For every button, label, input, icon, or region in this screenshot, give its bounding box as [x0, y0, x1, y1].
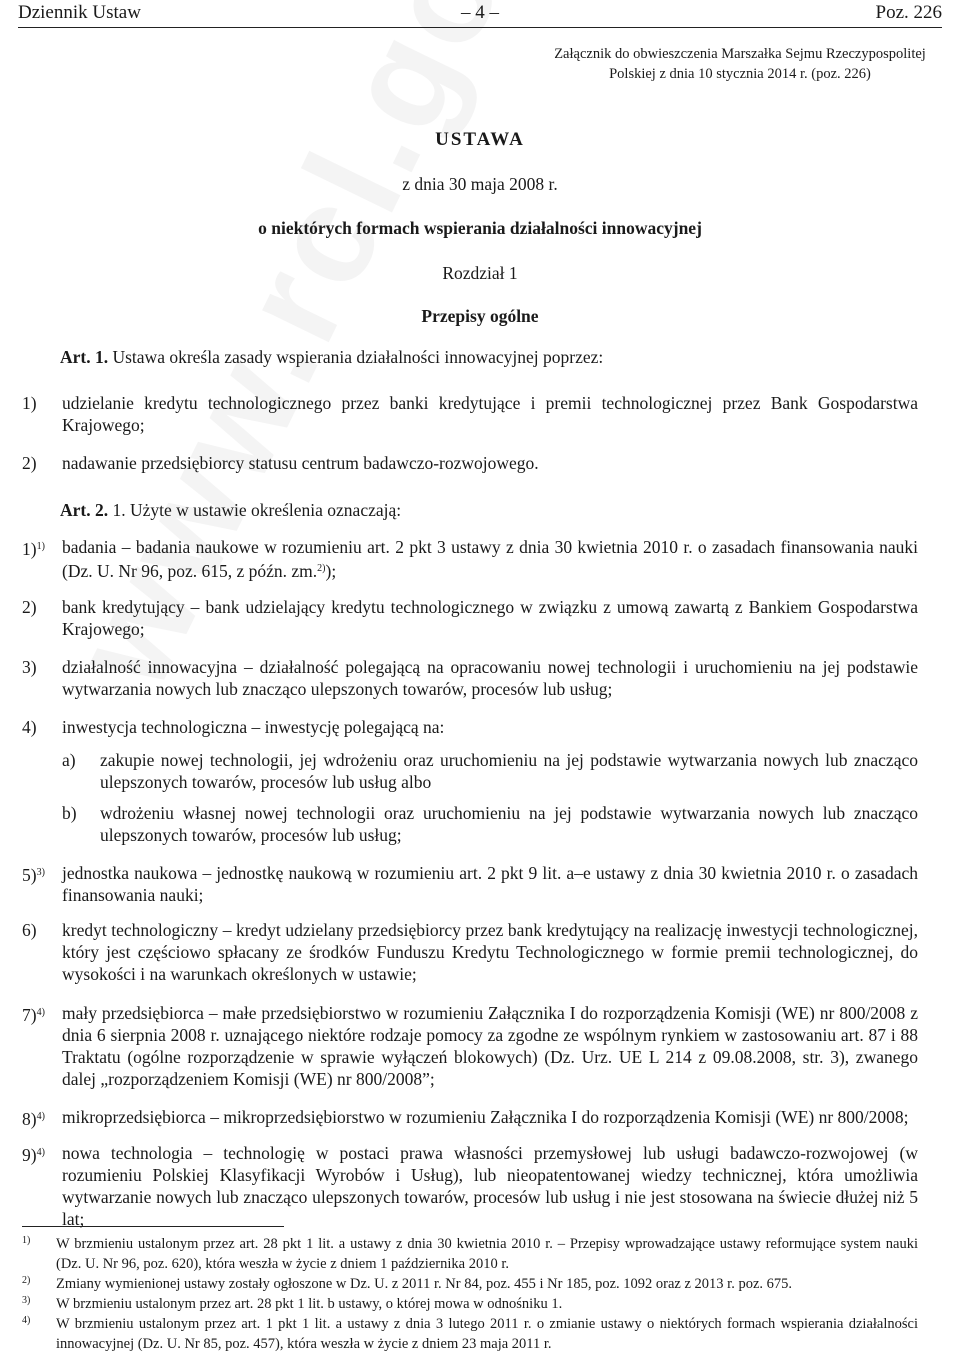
chapter-title: Przepisy ogólne [421, 306, 539, 326]
annex-note: Załącznik do obwieszczenia Marszałka Sejmu Rzeczypospolitej Polskiej z dnia 10 stycznia 2014 r. (poz. 226) [554, 46, 926, 82]
footnote-ref: 4) [36, 1111, 45, 1122]
item-text: bank kredytujący – bank udzielający kredytu technologicznego w związku z umową zawartą z Bankiem Gospodarstwa Krajowego; [62, 597, 918, 639]
item-number: 1) [22, 393, 37, 413]
footnote-ref: 2) [317, 563, 326, 574]
footnote-text: W brzmieniu ustalonym przez art. 1 pkt 1 lit. a ustawy z dnia 3 lutego 2011 r. o zmianie ustawy o niektórych formach wspierania działalności innowacyjnej (Dz. U. Nr 85, poz. 457), która weszła w życie z dniem 23 maja 2011 r. [56, 1316, 918, 1352]
item-number: 7)$^{4)}$ [22, 1005, 45, 1025]
item-text: udzielanie kredytu technologicznego przez banki kredytujące i premii technologicznej przez Bank Gospodarstwa Krajowego; [62, 393, 918, 435]
item-number: 3) [22, 657, 37, 677]
page-header [18, 0, 942, 26]
footnote-ref: 4) [36, 1007, 45, 1018]
footnote-number: 2) [22, 1275, 31, 1286]
article-1 [60, 346, 918, 368]
item-text: nowa technologia – technologię w postaci prawa własności przemysłowej lub usługi badawczo-rozwojowej (w rozumieniu Polskiej Klasyfikacji Wyrobów i Usług), lub nieopatentowanej wiedzy technicznej, która umożliwia wytwarzanie nowych lub znacząco ulepszonych towarów, procesów lub usług i nie jest stosowana na świecie dłużej niż 5 lat; [62, 1143, 918, 1229]
sub-item-letter: a) [62, 750, 76, 770]
item-number: 9)$^{4)}$ [22, 1145, 45, 1165]
position-number: Poz. 226 [875, 2, 942, 23]
footnote-text: W brzmieniu ustalonym przez art. 28 pkt 1 lit. a ustawy z dnia 30 kwietnia 2010 r. – Przepisy wprowadzające ustawy reformujące system nauki (Dz. U. Nr 96, poz. 620), która weszła w życie z dniem 1 października 2010 r. [56, 1236, 918, 1272]
footnote-text: W brzmieniu ustalonym przez art. 28 pkt 1 lit. b ustawy, o której mowa w odnośniku 1. [56, 1296, 563, 1312]
sub-item-text: wdrożeniu własnej nowej technologii oraz uruchomieniu na jej podstawie wytwarzania nowych lub znacząco ulepszonych towarów, procesów lub usług; [100, 803, 918, 845]
item-number: 8)$^{4)}$ [22, 1109, 45, 1129]
footnote-separator [22, 1226, 284, 1227]
item-number: 6) [22, 920, 37, 940]
sub-item-text: zakupie nowej technologii, jej wdrożeniu oraz uruchomieniu na jej podstawie wytwarzania nowych lub znacząco ulepszonych towarów, procesów lub usług albo [100, 750, 918, 792]
item-text: nadawanie przedsiębiorcy statusu centrum badawczo-rozwojowego. [62, 453, 539, 473]
item-number: 2) [22, 453, 37, 473]
item-text: kredyt technologiczny – kredyt udzielany przedsiębiorcy przez bank kredytujący na realizację inwestycji technologicznej, który jest częściowo spłacany ze środków Funduszu Kredytu Technologicznego w formie premii technologicznej, do wysokości i na warunkach określonych w ustawie; [62, 920, 918, 984]
footnote-number: 4) [22, 1315, 31, 1326]
item-number: 4) [22, 717, 37, 737]
item-text: inwestycja technologiczna – inwestycję polegającą na: [62, 717, 445, 737]
article-text: 1. Użyte w ustawie określenia oznaczają: [112, 500, 402, 520]
header-rule [18, 27, 942, 28]
chapter-number: Rozdział 1 [442, 263, 518, 283]
page-number: – 4 – [461, 2, 499, 23]
article-2 [60, 499, 918, 521]
act-subject: o niektórych formach wspierania działalności innowacyjnej [258, 218, 702, 238]
footnote-text: Zmiany wymienionej ustawy zostały ogłoszone w Dz. U. z 2011 r. Nr 84, poz. 455 i Nr 185, poz. 1092 oraz z 2013 r. poz. 675. [56, 1276, 793, 1292]
item-text: badania – badania naukowe w rozumieniu art. 2 pkt 3 ustawy z dnia 30 kwietnia 2010 r. o zasadach finansowania nauki (Dz. U. Nr 96, poz. 615, z późn. zm.$^{2)}$); [62, 537, 918, 581]
item-text: mikroprzedsiębiorca – mikroprzedsiębiorstwo w rozumieniu Załącznika I do rozporządzenia Komisji (WE) nr 800/2008; [62, 1107, 909, 1127]
footnote-number: 3) [22, 1295, 31, 1306]
article-text: Ustawa określa zasady wspierania działalności innowacyjnej poprzez: [112, 347, 604, 367]
item-number: 1)$^{1)}$ [22, 539, 45, 559]
sub-item-letter: b) [62, 803, 77, 823]
footnote-ref: 3) [36, 867, 45, 878]
item-text: działalność innowacyjna – działalność polegającą na opracowaniu nowej technologii i uruchomieniu na jej podstawie wytwarzania nowych lub znacząco ulepszonych towarów, procesów lub usług; [62, 657, 918, 699]
footnote-ref: 4) [36, 1147, 45, 1158]
article-label: Art. 2. [60, 500, 109, 520]
item-text: mały przedsiębiorca – małe przedsiębiorstwo w rozumieniu Załącznika I do rozporządzenia Komisji (WE) nr 800/2008 z dnia 6 sierpnia 2008 r. uznającego niektóre rodzaje pomocy za zgodne ze wspólnym rynkiem w zastosowaniu art. 87 i 88 Traktatu (ogólne rozporządzenie w sprawie wyłączeń blokowych) (Dz. Urz. UE L 214 z 09.08.2008, str. 3), zwanego dalej „rozporządzeniem Komisji (WE) nr 800/2008”; [62, 1003, 918, 1089]
item-number: 5)$^{3)}$ [22, 865, 45, 885]
act-title: USTAWA [435, 129, 525, 150]
footnote-number: 1) [22, 1235, 31, 1246]
footnote-ref: 1) [36, 541, 45, 552]
journal-name: Dziennik Ustaw [18, 2, 141, 23]
article-label: Art. 1. [60, 347, 109, 367]
item-text: jednostka naukowa – jednostkę naukową w rozumieniu art. 2 pkt 9 lit. a–e ustawy z dnia 30 kwietnia 2010 r. o zasadach finansowania nauki; [62, 863, 918, 905]
item-number: 2) [22, 597, 37, 617]
act-date: z dnia 30 maja 2008 r. [402, 174, 558, 194]
